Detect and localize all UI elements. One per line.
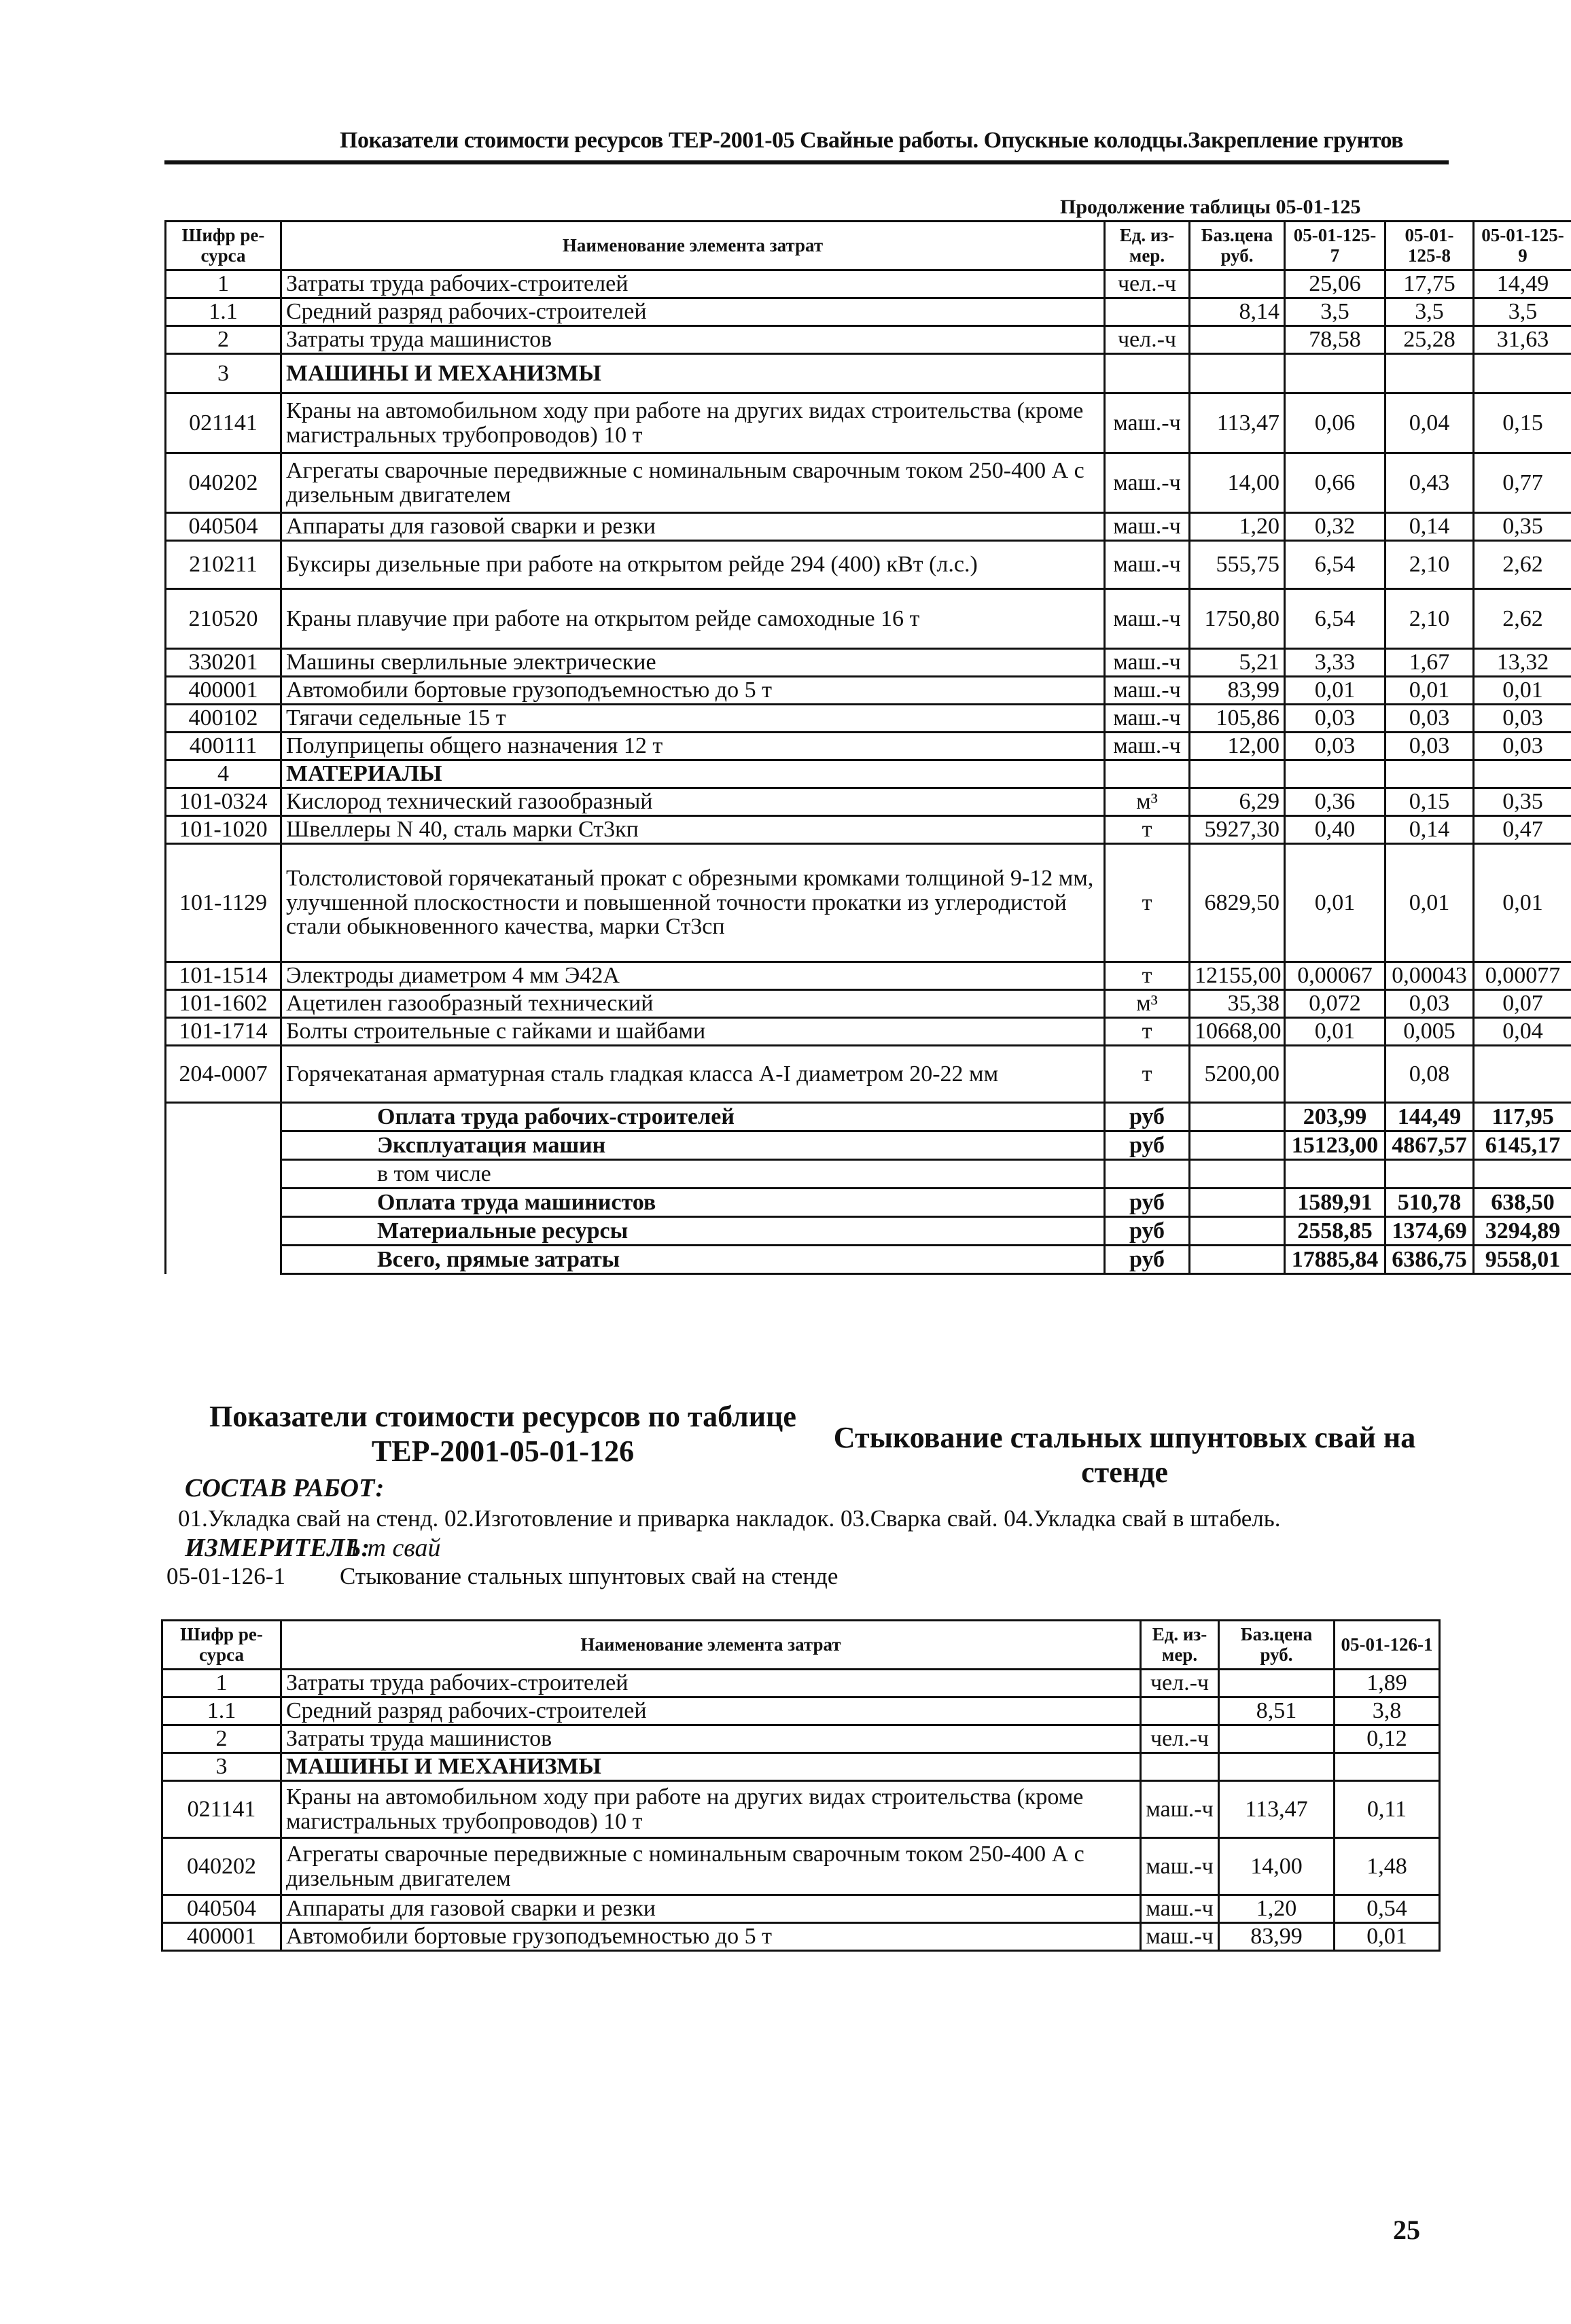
row-value-126-1: 0,12 — [1335, 1725, 1440, 1753]
summary-blank — [166, 1160, 281, 1189]
row-name: Аппараты для газовой сварки и резки — [281, 513, 1105, 541]
row-code: 1.1 — [166, 298, 281, 326]
row-price: 6829,50 — [1190, 844, 1285, 962]
row-code: 210211 — [166, 541, 281, 589]
row-price: 1750,80 — [1190, 589, 1285, 649]
row-name: Затраты труда рабочих-строителей — [281, 270, 1105, 298]
summary-row — [166, 1189, 1571, 1217]
row-value-125-8: 1,67 — [1385, 649, 1474, 677]
summary-label: Оплата труда машинистов — [281, 1189, 1105, 1217]
summary-label: Материальные ресурсы — [281, 1217, 1105, 1246]
row-value-125-9 — [1474, 1046, 1571, 1103]
row-code: 101-1714 — [166, 1018, 281, 1046]
summary-price-blank — [1190, 1217, 1285, 1246]
row-unit — [1141, 1753, 1219, 1781]
row-value-125-9: 0,01 — [1474, 677, 1571, 705]
row-code: 101-1514 — [166, 962, 281, 990]
row-value-126-1: 0,54 — [1335, 1895, 1440, 1923]
table-row — [162, 1895, 1440, 1923]
summary-value-125-8: 144,49 — [1385, 1103, 1474, 1131]
summary-value-125-9: 638,50 — [1474, 1189, 1571, 1217]
row-unit: м³ — [1105, 788, 1190, 816]
row-value-125-9: 3,5 — [1474, 298, 1571, 326]
row-code: 400001 — [162, 1923, 281, 1951]
row-price: 113,47 — [1219, 1781, 1335, 1838]
table-row — [166, 589, 1571, 649]
row-unit — [1105, 298, 1190, 326]
row-code: 4 — [166, 760, 281, 788]
row-name: МАТЕРИАЛЫ — [281, 760, 1105, 788]
row-value-125-7 — [1285, 1046, 1385, 1103]
row-code: 400111 — [166, 733, 281, 760]
row-unit: маш.-ч — [1105, 649, 1190, 677]
header-unit: Ед. из-мер. — [1141, 1621, 1219, 1670]
summary-value-125-8 — [1385, 1160, 1474, 1189]
row-code: 1.1 — [162, 1697, 281, 1725]
header-rule — [164, 160, 1449, 164]
row-value-125-7: 0,03 — [1285, 705, 1385, 733]
table-continuation-label: Продолжение таблицы 05-01-125 — [1060, 196, 1361, 218]
row-code: 040202 — [166, 453, 281, 513]
summary-unit: руб — [1105, 1189, 1190, 1217]
row-value-125-8: 0,005 — [1385, 1018, 1474, 1046]
row-unit: чел.-ч — [1105, 326, 1190, 354]
row-value-125-9: 13,32 — [1474, 649, 1571, 677]
row-price — [1219, 1725, 1335, 1753]
row-code: 400102 — [166, 705, 281, 733]
summary-price-blank — [1190, 1160, 1285, 1189]
row-value-125-7: 0,32 — [1285, 513, 1385, 541]
summary-value-125-7: 2558,85 — [1285, 1217, 1385, 1246]
row-name: Автомобили бортовые грузоподъемностью до 5 т — [281, 677, 1105, 705]
summary-blank — [166, 1246, 281, 1274]
row-code: 3 — [162, 1753, 281, 1781]
row-value-125-7: 6,54 — [1285, 541, 1385, 589]
row-name: Полуприцепы общего назначения 12 т — [281, 733, 1105, 760]
table-row — [162, 1670, 1440, 1697]
row-price: 5200,00 — [1190, 1046, 1285, 1103]
table-row — [166, 298, 1571, 326]
summary-price-blank — [1190, 1246, 1285, 1274]
row-unit: маш.-ч — [1105, 589, 1190, 649]
row-code: 204-0007 — [166, 1046, 281, 1103]
row-name: Кислород технический газообразный — [281, 788, 1105, 816]
row-value-125-8: 0,01 — [1385, 844, 1474, 962]
row-price: 1,20 — [1190, 513, 1285, 541]
row-value-125-9: 0,77 — [1474, 453, 1571, 513]
row-value-125-9: 0,15 — [1474, 393, 1571, 453]
row-name: Затраты труда рабочих-строителей — [281, 1670, 1141, 1697]
row-value-125-7 — [1285, 354, 1385, 393]
row-price — [1219, 1670, 1335, 1697]
row-name: Затраты труда машинистов — [281, 1725, 1141, 1753]
row-code: 1 — [162, 1670, 281, 1697]
row-name: Краны плавучие при работе на открытом рейде самоходные 16 т — [281, 589, 1105, 649]
row-value-125-7: 0,06 — [1285, 393, 1385, 453]
row-value-125-8 — [1385, 354, 1474, 393]
summary-price-blank — [1190, 1189, 1285, 1217]
row-value-126-1 — [1335, 1753, 1440, 1781]
row-value-126-1: 0,01 — [1335, 1923, 1440, 1951]
header-col-125-8: 05-01-125-8 — [1385, 222, 1474, 270]
row-unit: маш.-ч — [1105, 705, 1190, 733]
row-value-125-9 — [1474, 760, 1571, 788]
row-code: 330201 — [166, 649, 281, 677]
row-name: Затраты труда машинистов — [281, 326, 1105, 354]
row-value-125-7: 0,03 — [1285, 733, 1385, 760]
row-value-125-8: 3,5 — [1385, 298, 1474, 326]
summary-value-125-7 — [1285, 1160, 1385, 1189]
summary-row — [166, 1217, 1571, 1246]
header-col-125-9: 05-01-125-9 — [1474, 222, 1571, 270]
summary-label: Всего, прямые затраты — [281, 1246, 1105, 1274]
row-unit: маш.-ч — [1105, 733, 1190, 760]
summary-value-125-7: 203,99 — [1285, 1103, 1385, 1131]
summary-blank — [166, 1103, 281, 1131]
row-unit: чел.-ч — [1105, 270, 1190, 298]
summary-value-125-9: 117,95 — [1474, 1103, 1571, 1131]
row-price: 555,75 — [1190, 541, 1285, 589]
row-price: 8,14 — [1190, 298, 1285, 326]
header-unit: Ед. из-мер. — [1105, 222, 1190, 270]
row-value-125-7: 0,00067 — [1285, 962, 1385, 990]
row-value-125-9: 0,03 — [1474, 733, 1571, 760]
row-unit: маш.-ч — [1141, 1895, 1219, 1923]
row-value-125-7: 0,36 — [1285, 788, 1385, 816]
row-name: Электроды диаметром 4 мм Э42А — [281, 962, 1105, 990]
row-unit: маш.-ч — [1105, 453, 1190, 513]
row-name: Агрегаты сварочные передвижные с номинальным сварочным током 250-400 А с дизельным двигателем — [281, 453, 1105, 513]
row-value-126-1: 1,89 — [1335, 1670, 1440, 1697]
row-value-125-8: 0,01 — [1385, 677, 1474, 705]
row-name: Толстолистовой горячекатаный прокат с обрезными кромками толщиной 9-12 мм, улучшенной плоскостности и повышенной точности прокатки из углеродистой стали обыкновенного качества, марки Ст3сп — [281, 844, 1105, 962]
resource-table-126 — [161, 1619, 1441, 1952]
resource-table-125 — [164, 220, 1571, 1275]
summary-value-125-9: 6145,17 — [1474, 1131, 1571, 1160]
summary-row — [166, 1160, 1571, 1189]
table-row — [166, 541, 1571, 589]
row-name: Средний разряд рабочих-строителей — [281, 1697, 1141, 1725]
row-code: 101-1129 — [166, 844, 281, 962]
row-price — [1219, 1753, 1335, 1781]
row-value-125-8: 0,00043 — [1385, 962, 1474, 990]
row-value-125-9: 14,49 — [1474, 270, 1571, 298]
row-value-125-9: 0,35 — [1474, 788, 1571, 816]
row-value-125-8: 0,15 — [1385, 788, 1474, 816]
row-price: 5927,30 — [1190, 816, 1285, 844]
row-code: 2 — [162, 1725, 281, 1753]
row-code: 040202 — [162, 1838, 281, 1895]
row-unit: т — [1105, 962, 1190, 990]
table-row — [166, 393, 1571, 453]
summary-value-125-7: 15123,00 — [1285, 1131, 1385, 1160]
summary-blank — [166, 1189, 281, 1217]
row-value-126-1: 0,11 — [1335, 1781, 1440, 1838]
table-row — [162, 1838, 1440, 1895]
row-name: Аппараты для газовой сварки и резки — [281, 1895, 1141, 1923]
row-code: 040504 — [166, 513, 281, 541]
summary-unit: руб — [1105, 1217, 1190, 1246]
row-value-125-7: 0,66 — [1285, 453, 1385, 513]
row-value-125-9: 0,04 — [1474, 1018, 1571, 1046]
row-price: 12,00 — [1190, 733, 1285, 760]
page-number: 25 — [1393, 2215, 1420, 2245]
table-row — [166, 1046, 1571, 1103]
header-price: Баз.цена руб. — [1190, 222, 1285, 270]
row-value-125-8: 17,75 — [1385, 270, 1474, 298]
row-value-125-7: 0,40 — [1285, 816, 1385, 844]
row-price: 83,99 — [1219, 1923, 1335, 1951]
summary-blank — [166, 1131, 281, 1160]
row-value-125-9: 0,03 — [1474, 705, 1571, 733]
row-price: 1,20 — [1219, 1895, 1335, 1923]
summary-row — [166, 1131, 1571, 1160]
row-value-125-9: 31,63 — [1474, 326, 1571, 354]
row-name: МАШИНЫ И МЕХАНИЗМЫ — [281, 1753, 1141, 1781]
summary-row — [166, 1246, 1571, 1274]
row-price: 113,47 — [1190, 393, 1285, 453]
header-code: Шифр ре-сурса — [166, 222, 281, 270]
row-price: 5,21 — [1190, 649, 1285, 677]
row-name: Горячекатаная арматурная сталь гладкая класса А-I диаметром 20-22 мм — [281, 1046, 1105, 1103]
row-value-126-1: 1,48 — [1335, 1838, 1440, 1895]
table-row — [166, 760, 1571, 788]
row-unit: маш.-ч — [1141, 1781, 1219, 1838]
table-row — [166, 354, 1571, 393]
row-value-125-8: 0,14 — [1385, 816, 1474, 844]
row-value-125-9 — [1474, 354, 1571, 393]
table-row — [162, 1923, 1440, 1951]
row-unit: м³ — [1105, 990, 1190, 1018]
table-row — [166, 513, 1571, 541]
row-value-125-8: 0,03 — [1385, 990, 1474, 1018]
table-row — [166, 816, 1571, 844]
section-title-left: Показатели стоимости ресурсов по таблице ТЕР-2001-05-01-126 — [209, 1400, 796, 1468]
row-code: 1 — [166, 270, 281, 298]
summary-value-125-7: 17885,84 — [1285, 1246, 1385, 1274]
summary-value-125-9: 9558,01 — [1474, 1246, 1571, 1274]
row-value-125-8: 0,08 — [1385, 1046, 1474, 1103]
row-price: 6,29 — [1190, 788, 1285, 816]
row-value-125-7: 3,33 — [1285, 649, 1385, 677]
summary-label: в том числе — [281, 1160, 1105, 1189]
row-name: Краны на автомобильном ходу при работе на других видах строительства (кроме магистральных трубопроводов) 10 т — [281, 393, 1105, 453]
summary-unit: руб — [1105, 1131, 1190, 1160]
summary-value-125-8: 4867,57 — [1385, 1131, 1474, 1160]
table-row — [166, 990, 1571, 1018]
row-code: 021141 — [162, 1781, 281, 1838]
row-price — [1190, 270, 1285, 298]
row-value-125-8: 0,14 — [1385, 513, 1474, 541]
table-row — [162, 1753, 1440, 1781]
row-price: 12155,00 — [1190, 962, 1285, 990]
row-unit: маш.-ч — [1141, 1923, 1219, 1951]
row-name: Краны на автомобильном ходу при работе на других видах строительства (кроме магистральных трубопроводов) 10 т — [281, 1781, 1141, 1838]
row-value-125-9: 2,62 — [1474, 589, 1571, 649]
work-composition-text: 01.Укладка свай на стенд. 02.Изготовление и приварка накладок. 03.Сварка свай. 04.Укладка свай в штабель. — [178, 1505, 1281, 1532]
work-composition-label: СОСТАВ РАБОТ: — [185, 1474, 385, 1502]
row-price — [1190, 354, 1285, 393]
summary-unit: руб — [1105, 1246, 1190, 1274]
summary-label: Эксплуатация машин — [281, 1131, 1105, 1160]
row-name: МАШИНЫ И МЕХАНИЗМЫ — [281, 354, 1105, 393]
row-name: Болты строительные с гайками и шайбами — [281, 1018, 1105, 1046]
row-code: 3 — [166, 354, 281, 393]
table-row — [166, 270, 1571, 298]
summary-value-125-8: 510,78 — [1385, 1189, 1474, 1217]
row-unit — [1105, 354, 1190, 393]
meter-label: ИЗМЕРИТЕЛЬ: — [185, 1534, 370, 1562]
row-code: 021141 — [166, 393, 281, 453]
row-value-125-7: 0,01 — [1285, 1018, 1385, 1046]
row-code: 400001 — [166, 677, 281, 705]
row-name: Швеллеры N 40, сталь марки Ст3кп — [281, 816, 1105, 844]
row-value-125-8: 0,43 — [1385, 453, 1474, 513]
table-row — [166, 844, 1571, 962]
row-price: 10668,00 — [1190, 1018, 1285, 1046]
row-unit: т — [1105, 816, 1190, 844]
row-unit: маш.-ч — [1105, 677, 1190, 705]
row-value-125-7: 25,06 — [1285, 270, 1385, 298]
row-value-125-8 — [1385, 760, 1474, 788]
header-name: Наименование элемента затрат — [281, 1621, 1141, 1670]
summary-value-125-9: 3294,89 — [1474, 1217, 1571, 1246]
row-value-125-8: 2,10 — [1385, 541, 1474, 589]
header-name: Наименование элемента затрат — [281, 222, 1105, 270]
summary-label: Оплата труда рабочих-строителей — [281, 1103, 1105, 1131]
row-value-125-7: 0,01 — [1285, 677, 1385, 705]
row-value-125-9: 0,01 — [1474, 844, 1571, 962]
row-unit: маш.-ч — [1105, 513, 1190, 541]
summary-value-125-7: 1589,91 — [1285, 1189, 1385, 1217]
row-unit: т — [1105, 1018, 1190, 1046]
row-code: 101-1602 — [166, 990, 281, 1018]
summary-value-125-8: 6386,75 — [1385, 1246, 1474, 1274]
row-unit: маш.-ч — [1105, 541, 1190, 589]
summary-unit: руб — [1105, 1103, 1190, 1131]
summary-unit — [1105, 1160, 1190, 1189]
row-price: 83,99 — [1190, 677, 1285, 705]
row-value-125-8: 0,03 — [1385, 705, 1474, 733]
row-price: 14,00 — [1219, 1838, 1335, 1895]
row-unit: чел.-ч — [1141, 1670, 1219, 1697]
row-price: 105,86 — [1190, 705, 1285, 733]
row-price — [1190, 760, 1285, 788]
table-row — [166, 1018, 1571, 1046]
table-row — [162, 1725, 1440, 1753]
row-name: Агрегаты сварочные передвижные с номинальным сварочным током 250-400 А с дизельным двигателем — [281, 1838, 1141, 1895]
row-value-125-8: 0,04 — [1385, 393, 1474, 453]
row-value-125-7: 6,54 — [1285, 589, 1385, 649]
row-name: Тягачи седельные 15 т — [281, 705, 1105, 733]
row-unit: т — [1105, 1046, 1190, 1103]
table-row — [166, 705, 1571, 733]
header-col-125-7: 05-01-125-7 — [1285, 222, 1385, 270]
table-row — [162, 1697, 1440, 1725]
row-value-125-7: 3,5 — [1285, 298, 1385, 326]
row-name: Буксиры дизельные при работе на открытом рейде 294 (400) кВт (л.с.) — [281, 541, 1105, 589]
row-code: 210520 — [166, 589, 281, 649]
row-value-125-9: 0,00077 — [1474, 962, 1571, 990]
header-col-126-1: 05-01-126-1 — [1335, 1621, 1440, 1670]
row-value-125-9: 2,62 — [1474, 541, 1571, 589]
item-name: Стыкование стальных шпунтовых свай на стенде — [340, 1563, 839, 1589]
row-value-125-7: 0,072 — [1285, 990, 1385, 1018]
row-unit — [1141, 1697, 1219, 1725]
row-code: 101-0324 — [166, 788, 281, 816]
row-value-125-8: 0,03 — [1385, 733, 1474, 760]
row-code: 040504 — [162, 1895, 281, 1923]
table-row — [166, 677, 1571, 705]
row-unit: маш.-ч — [1105, 393, 1190, 453]
row-value-125-7: 78,58 — [1285, 326, 1385, 354]
row-unit: чел.-ч — [1141, 1725, 1219, 1753]
row-name: Ацетилен газообразный технический — [281, 990, 1105, 1018]
summary-row — [166, 1103, 1571, 1131]
row-name: Автомобили бортовые грузоподъемностью до 5 т — [281, 1923, 1141, 1951]
meter-value: 1 т свай — [348, 1534, 441, 1562]
row-price: 14,00 — [1190, 453, 1285, 513]
section-title-right: Стыкование стальных шпунтовых свай на стенде — [833, 1421, 1416, 1489]
row-value-125-8: 25,28 — [1385, 326, 1474, 354]
row-value-126-1: 3,8 — [1335, 1697, 1440, 1725]
table-row — [166, 453, 1571, 513]
header-code: Шифр ре-сурса — [162, 1621, 281, 1670]
row-code: 101-1020 — [166, 816, 281, 844]
row-price: 35,38 — [1190, 990, 1285, 1018]
item-code: 05-01-126-1 — [166, 1563, 285, 1589]
table-row — [166, 733, 1571, 760]
row-unit: т — [1105, 844, 1190, 962]
row-unit: маш.-ч — [1141, 1838, 1219, 1895]
row-value-125-9: 0,07 — [1474, 990, 1571, 1018]
page-header-title: Показатели стоимости ресурсов ТЕР-2001-05 Свайные работы. Опускные колодцы.Закрепление грунтов — [340, 128, 1403, 153]
summary-blank — [166, 1217, 281, 1246]
summary-value-125-9 — [1474, 1160, 1571, 1189]
row-value-125-9: 0,47 — [1474, 816, 1571, 844]
row-name: Средний разряд рабочих-строителей — [281, 298, 1105, 326]
table-row — [162, 1781, 1440, 1838]
row-value-125-9: 0,35 — [1474, 513, 1571, 541]
row-value-125-8: 2,10 — [1385, 589, 1474, 649]
row-price — [1190, 326, 1285, 354]
summary-price-blank — [1190, 1131, 1285, 1160]
table-row — [166, 326, 1571, 354]
table-row — [166, 649, 1571, 677]
table-row — [166, 788, 1571, 816]
header-price: Баз.цена руб. — [1219, 1621, 1335, 1670]
table-row — [166, 962, 1571, 990]
row-unit — [1105, 760, 1190, 788]
summary-value-125-8: 1374,69 — [1385, 1217, 1474, 1246]
row-value-125-7 — [1285, 760, 1385, 788]
row-code: 2 — [166, 326, 281, 354]
row-value-125-7: 0,01 — [1285, 844, 1385, 962]
row-name: Машины сверлильные электрические — [281, 649, 1105, 677]
row-price: 8,51 — [1219, 1697, 1335, 1725]
summary-price-blank — [1190, 1103, 1285, 1131]
